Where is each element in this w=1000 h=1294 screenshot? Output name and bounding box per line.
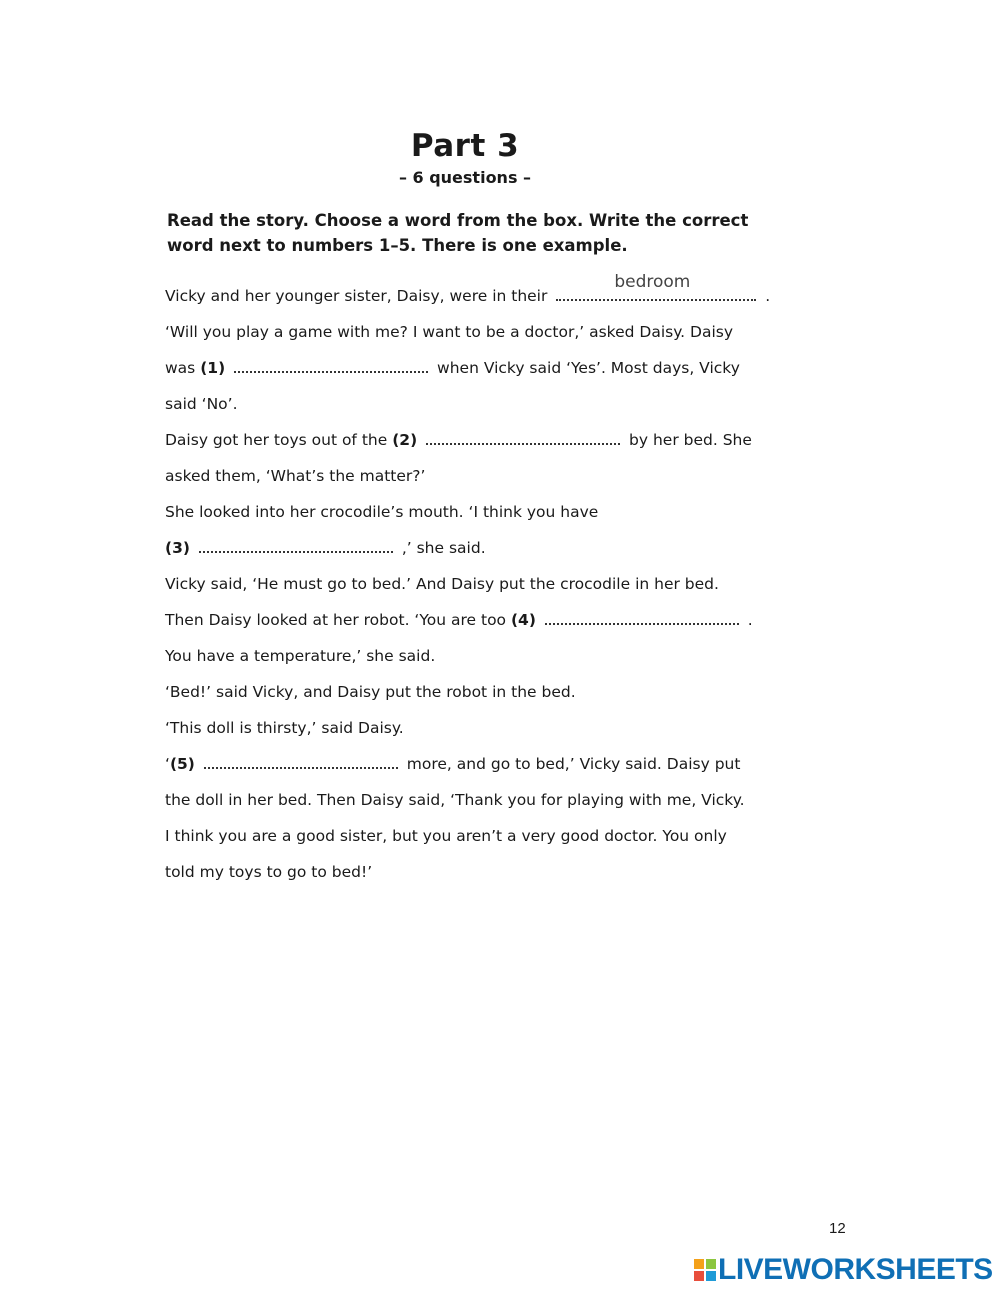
page-title: Part 3 — [410, 128, 520, 164]
question-number: (2) — [392, 431, 418, 449]
page-subtitle: – 6 questions – — [398, 168, 532, 187]
story-line: I think you are a good sister, but you aren’t a very good doctor. You only — [165, 827, 727, 845]
story-line: ‘Will you play a game with me? I want to be a doctor,’ asked Daisy. Daisy — [165, 323, 734, 341]
story-line: asked them, ‘What’s the matter?’ — [165, 467, 426, 485]
answer-blank-1[interactable] — [234, 359, 428, 373]
example-answer: bedroom — [614, 272, 691, 292]
answer-blank-5[interactable] — [204, 755, 398, 769]
story-line: Vicky and her younger sister, Daisy, were in their bedroom . — [165, 272, 771, 305]
story-line: ‘(5) more, and go to bed,’ Vicky said. Daisy put — [165, 755, 741, 773]
story-line: ‘This doll is thirsty,’ said Daisy. — [165, 719, 404, 737]
liveworksheets-logo — [694, 1255, 993, 1285]
story-line: (3) ,’ she said. — [165, 539, 486, 557]
story-line: said ‘No’. — [165, 395, 238, 413]
instructions: Read the story. Choose a word from the box. Write the correct word next to numbers 1–5. There is one example. — [167, 211, 749, 255]
page-number: 12 — [829, 1220, 846, 1237]
question-number: (4) — [510, 611, 536, 629]
question-number: (5) — [169, 755, 195, 773]
liveworksheets-icon — [694, 1259, 716, 1281]
brand-name: LIVEWORKSHEETS — [718, 1253, 993, 1286]
story-line: was (1) when Vicky said ‘Yes’. Most days, Vicky — [165, 359, 740, 377]
answer-blank-2[interactable] — [426, 431, 620, 445]
question-number: (1) — [200, 359, 226, 377]
story-line: Vicky said, ‘He must go to bed.’ And Daisy put the crocodile in her bed. — [165, 575, 719, 593]
story-line: She looked into her crocodile’s mouth. ‘I think you have — [165, 503, 599, 521]
answer-blank-3[interactable] — [199, 539, 393, 553]
story-line: Daisy got her toys out of the (2) by her bed. She — [165, 431, 752, 449]
question-number: (3) — [165, 539, 190, 557]
story-line: the doll in her bed. Then Daisy said, ‘Thank you for playing with me, Vicky. — [165, 791, 745, 809]
example-answer-slot — [552, 272, 760, 306]
story-line: You have a temperature,’ she said. — [165, 647, 436, 665]
story-line: ‘Bed!’ said Vicky, and Daisy put the robot in the bed. — [165, 683, 576, 701]
story-line: told my toys to go to bed!’ — [165, 863, 373, 881]
story-line: Then Daisy looked at her robot. ‘You are too (4) . — [165, 611, 753, 629]
answer-blank-4[interactable] — [545, 611, 739, 625]
